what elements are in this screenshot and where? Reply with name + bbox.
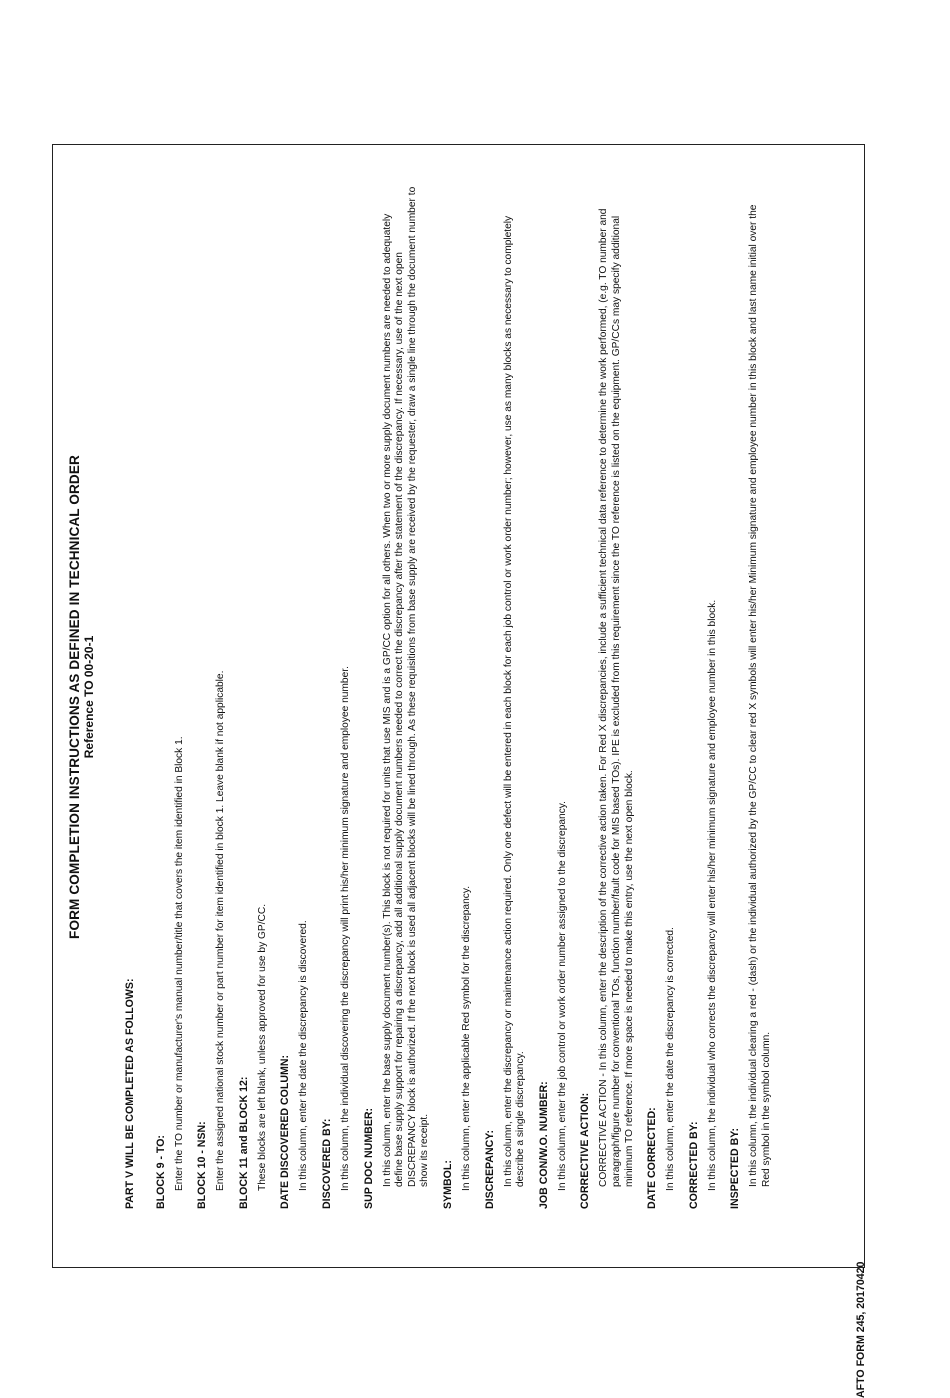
section-heading: BLOCK 9 - TO: (154, 1135, 167, 1209)
section-heading: SYMBOL: (441, 1160, 454, 1209)
section-body: In this column, enter the applicable Red symbol for the discrepancy. (460, 885, 472, 1191)
section-discovered-by (321, 185, 353, 1209)
section-date-corrected (646, 185, 678, 1209)
page-title: FORM COMPLETION INSTRUCTIONS AS DEFINED IN TECHNICAL ORDER (67, 455, 82, 939)
section-heading: DATE CORRECTED: (646, 1107, 659, 1209)
form-footer (855, 1261, 871, 1398)
section-heading: JOB CON/W.O. NUMBER: (537, 1081, 550, 1209)
form-number: AFTO FORM 245, 20170420 (855, 1261, 867, 1398)
section-body: In this column, the individual discovering the discrepancy will print his/her minimum signature and employee number. (339, 666, 351, 1191)
form-frame (52, 144, 865, 1268)
section-corrective-action (579, 185, 636, 1209)
section-block-11-12 (238, 185, 270, 1209)
section-body: In this column, the individual who corrects the discrepancy will enter his/her minimum signature and employee number in this block. (706, 599, 718, 1191)
section-heading: BLOCK 10 - NSN: (196, 1121, 209, 1209)
section-corrected-by (688, 185, 720, 1209)
section-date-discovered (279, 185, 311, 1209)
section-body: In this column, the individual clearing a red - (dash) or the individual authorized by the GP/CC to clear red X symbols will enter his/her Minimum signature and employee number in this block and last name initial over the Red symbol in the symbol column. (748, 204, 772, 1187)
part-heading: PART V WILL BE COMPLETED AS FOLLOWS: (124, 978, 136, 1209)
section-heading: DISCREPANCY: (483, 1129, 496, 1209)
rotated-content (53, 145, 866, 1269)
section-job-con-wo-number (538, 185, 570, 1209)
section-heading: CORRECTIVE ACTION: (579, 1092, 592, 1209)
section-body: In this column, enter the job control or work order number assigned to the discrepancy. (556, 801, 568, 1191)
section-block-9 (155, 185, 187, 1209)
section-heading: BLOCK 11 and BLOCK 12: (237, 1076, 250, 1209)
section-sup-doc-number (363, 185, 432, 1209)
section-body: These blocks are left blank, unless approved for use by GP/CC. (256, 903, 268, 1191)
section-block-10 (196, 185, 228, 1209)
section-body: CORRECTIVE ACTION - In this column, enter the description of the corrective action taken. For Red X discrepancies, include a sufficient technical data reference to determine the work performed, (e.g. TO number and paragraph/figure number for conventional TOs, function number/fault code for MIS based TOs). IPE is excluded from this requirement since the TO reference is listed on the equipment. GP/CCs may specify additional minimum TO reference. If more space is needed to make this entry, use the next open block. (598, 208, 635, 1187)
section-body: In this column, enter the date the discrepancy is corrected. (665, 927, 677, 1191)
section-body: In this column, enter the base supply document number(s). This block is not required for units that use MIS and is a GP/CC option for all others. When two or more supply document numbers are needed to adequately define base supply support for repairing a discrepancy, add all additional supply document numbers needed to correct the discrepancy after the statement of the discrepancy. If necessary, use of the next open DISCREPANCY block is authorized. If the next block is used all adjacent blocks will be lined through. As these requisitions from base supply are received by the requester, draw a single line through the document number to show its receipt. (381, 186, 431, 1187)
section-body: Enter the assigned national stock number or part number for item identified in block 1. Leave blank if not applicable. (215, 670, 227, 1191)
section-body: In this column, enter the date the discrepancy is discovered. (298, 920, 310, 1191)
section-discrepancy (484, 185, 528, 1209)
section-heading: INSPECTED BY: (729, 1127, 742, 1209)
section-heading: DISCOVERED BY: (320, 1118, 333, 1209)
section-heading: DATE DISCOVERED COLUMN: (279, 1054, 292, 1209)
page-subtitle: Reference TO 00-20-1 (82, 635, 96, 759)
section-heading: SUP DOC NUMBER: (362, 1107, 375, 1209)
section-body: In this column, enter the discrepancy or maintenance action required. Only one defect will be entered in each block for each job control or work order number; however, use as many blocks as necessary to completely describe a single discrepancy. (502, 215, 527, 1187)
section-body: Enter the TO number or manufacturer's manual number/title that covers the item identified in Block 1. (173, 736, 185, 1191)
section-symbol (442, 185, 474, 1209)
section-inspected-by (729, 185, 773, 1209)
section-heading: CORRECTED BY: (687, 1121, 700, 1209)
